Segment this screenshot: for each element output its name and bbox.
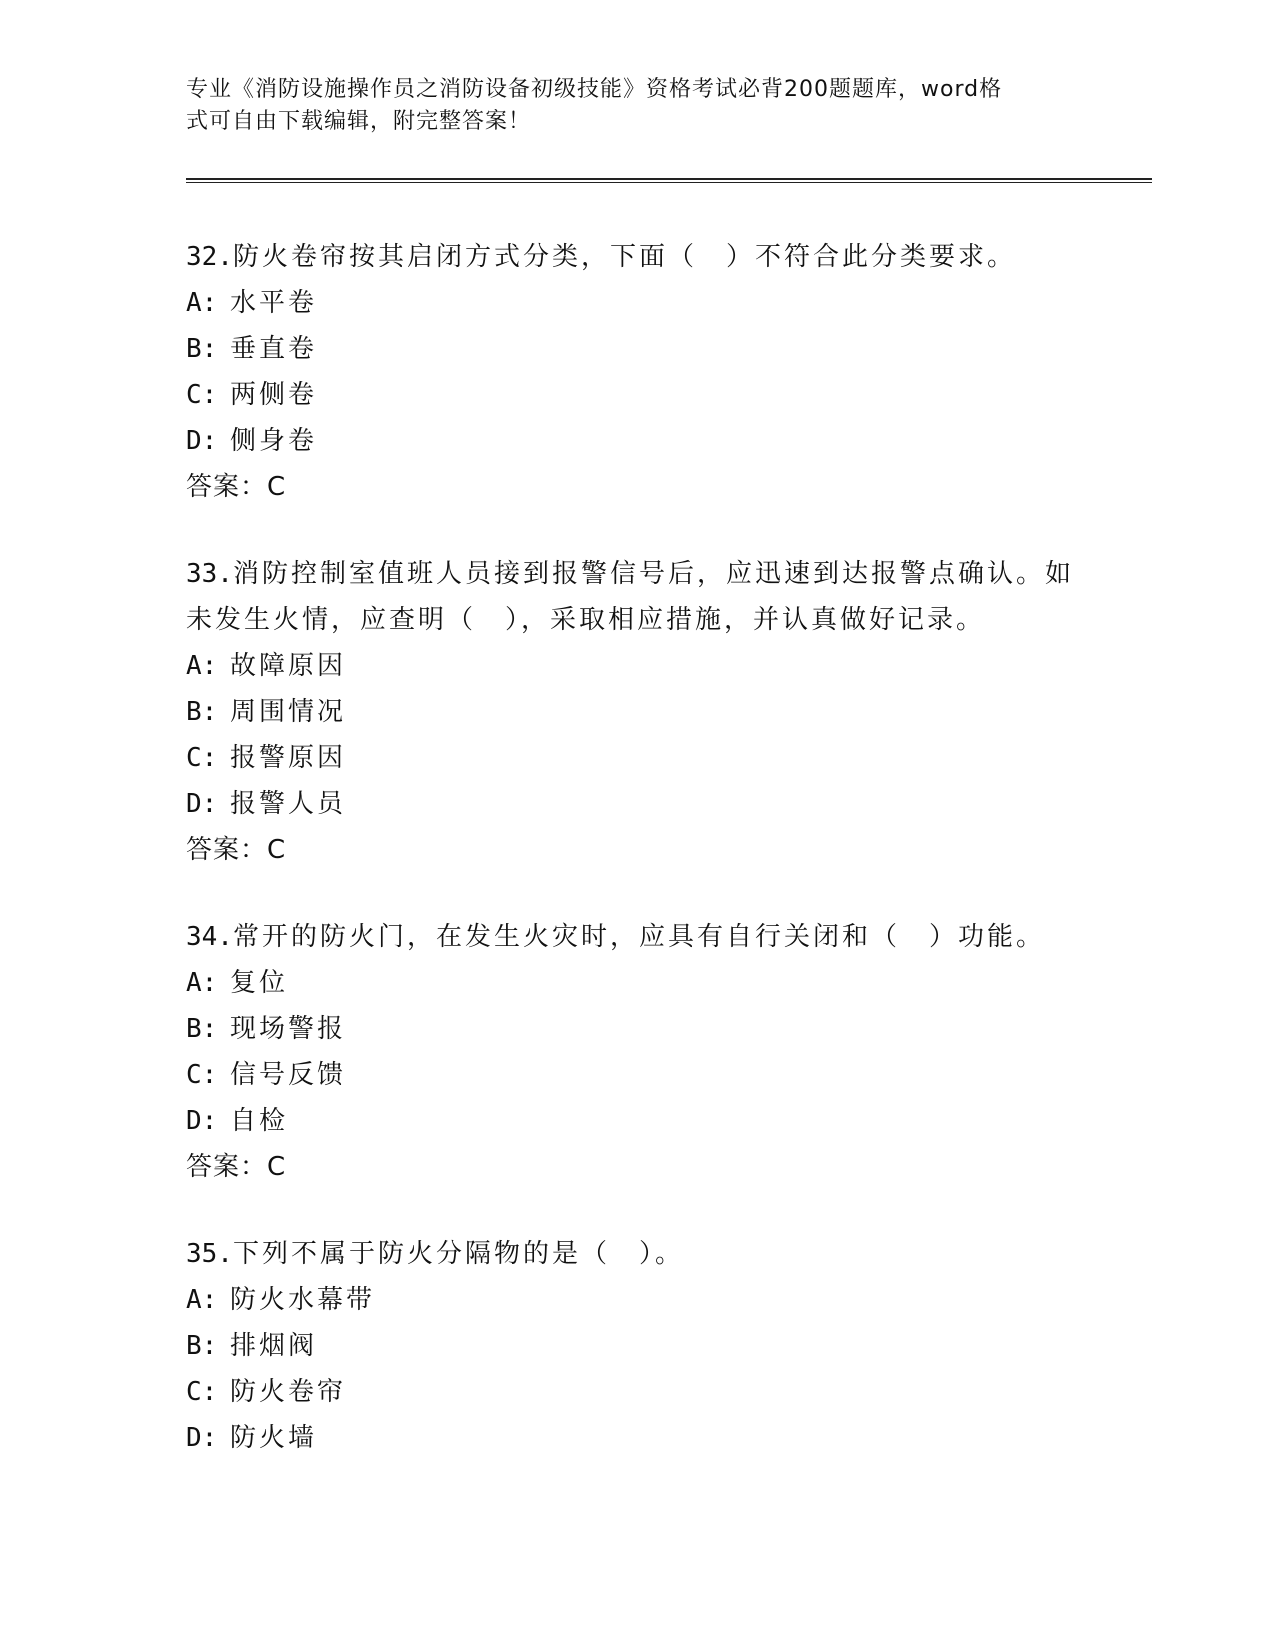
question-stem-text: 常开的防火门，在发生火灾时，应具有自行关闭和（ ）功能。: [232, 922, 1045, 952]
question-stem: [186, 914, 1086, 960]
option-text: 防火水幕带: [230, 1285, 376, 1315]
option-text: 自检: [230, 1106, 289, 1136]
option-c: [186, 735, 1086, 781]
answer-line: 答案：C: [186, 472, 287, 502]
option-text: 周围情况: [230, 697, 347, 727]
option-text: 现场警报: [230, 1014, 347, 1044]
option-key: A:: [186, 288, 218, 318]
option-text: 信号反馈: [230, 1060, 347, 1090]
question-stem-text: 下列不属于防火分隔物的是（ ）。: [232, 1239, 684, 1269]
question-34: [186, 914, 1086, 1190]
option-key: C:: [186, 1377, 218, 1407]
option-d: [186, 1415, 1086, 1461]
option-text: 报警原因: [230, 743, 347, 773]
option-key: B:: [186, 334, 218, 364]
question-number: 35.: [186, 1239, 233, 1269]
question-stem: [186, 551, 1086, 597]
option-a: [186, 643, 1086, 689]
option-a: [186, 960, 1086, 1006]
question-stem-text: 消防控制室值班人员接到报警信号后，应迅速到达报警点确认。如: [232, 559, 1074, 589]
option-key: D:: [186, 1423, 218, 1453]
option-key: D:: [186, 789, 218, 819]
header-divider-thin: [186, 182, 1152, 183]
option-text: 防火墙: [230, 1423, 318, 1453]
option-c: [186, 372, 1086, 418]
question-stem-continuation: 未发生火情，应查明（ ），采取相应措施，并认真做好记录。: [186, 605, 986, 635]
question-number: 34.: [186, 922, 233, 952]
question-32: [186, 234, 1086, 510]
header-line-2: 式可自由下载编辑，附完整答案！: [186, 109, 532, 134]
option-b: [186, 1006, 1086, 1052]
option-key: A:: [186, 1285, 218, 1315]
option-c: [186, 1052, 1086, 1098]
option-d: [186, 1098, 1086, 1144]
question-number: 32.: [186, 242, 233, 272]
document-header: [186, 74, 1066, 138]
question-stem: [186, 1231, 1086, 1277]
option-text: 垂直卷: [230, 334, 318, 364]
option-text: 水平卷: [230, 288, 318, 318]
option-key: D:: [186, 426, 218, 456]
option-text: 排烟阀: [230, 1331, 318, 1361]
question-35: [186, 1231, 1086, 1461]
option-key: C:: [186, 743, 218, 773]
option-a: [186, 280, 1086, 326]
option-key: A:: [186, 968, 218, 998]
option-b: [186, 1323, 1086, 1369]
option-key: B:: [186, 1331, 218, 1361]
option-key: D:: [186, 1106, 218, 1136]
option-text: 两侧卷: [230, 380, 318, 410]
option-text: 复位: [230, 968, 289, 998]
option-text: 故障原因: [230, 651, 347, 681]
option-b: [186, 326, 1086, 372]
option-key: C:: [186, 1060, 218, 1090]
question-number: 33.: [186, 559, 233, 589]
option-key: A:: [186, 651, 218, 681]
option-d: [186, 781, 1086, 827]
option-text: 侧身卷: [230, 426, 318, 456]
question-33: [186, 551, 1086, 873]
option-a: [186, 1277, 1086, 1323]
question-stem: [186, 234, 1086, 280]
header-line-1: 专业《消防设施操作员之消防设备初级技能》资格考试必背200题题库，word格: [186, 77, 1003, 102]
answer-line: 答案：C: [186, 835, 287, 865]
option-key: B:: [186, 1014, 218, 1044]
option-d: [186, 418, 1086, 464]
option-key: B:: [186, 697, 218, 727]
option-text: 报警人员: [230, 789, 347, 819]
answer-line: 答案：C: [186, 1152, 287, 1182]
question-stem-text: 防火卷帘按其启闭方式分类，下面（ ）不符合此分类要求。: [232, 242, 1016, 272]
question-list: [186, 234, 1086, 1502]
option-c: [186, 1369, 1086, 1415]
option-key: C:: [186, 380, 218, 410]
option-b: [186, 689, 1086, 735]
option-text: 防火卷帘: [230, 1377, 347, 1407]
header-divider-thick: [186, 178, 1152, 180]
